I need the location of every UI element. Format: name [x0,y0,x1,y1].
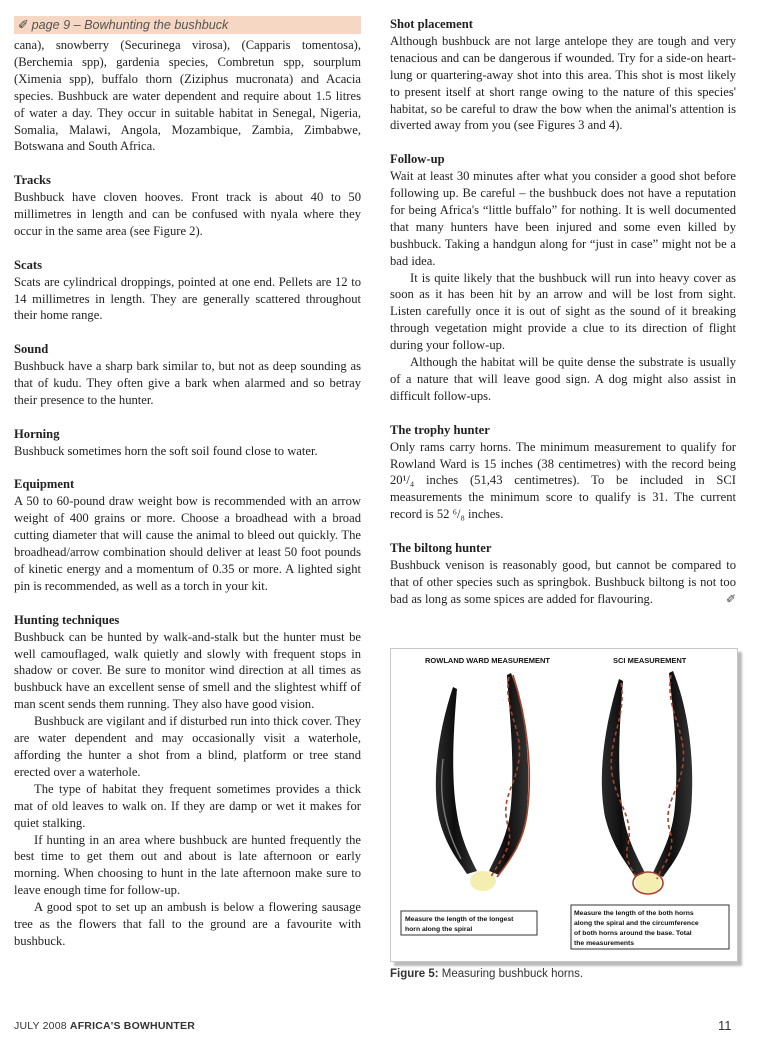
biltong-text [390,557,736,608]
trophy-text: Only rams carry horns. The minimum measurement to qualify for Rowland Ward is 15 inches (38 centimetres) with the record being 20¹/₄ inches (51,43 centimetres). To be included in SCI measurements the minimum score to qualify is 31. The current record is 52 ⁶/₈ inches. [390,439,736,522]
archer-end-icon: ✐ [725,591,736,606]
horning-heading: Horning [14,426,60,441]
hunting-p2: Bushbuck are vigilant and if disturbed run into thick cover. They are water dependent and may occasionally visit a waterhole, affording the hunter a shot from a blind, platform or tree stand erected over a waterhole. [14,714,361,779]
figure-caption [390,968,583,980]
scats-heading: Scats [14,257,42,272]
tracks-text: Bushbuck have cloven hooves. Front track is about 40 to 50 millimetres in length and can be confused with nyala where they occur in the same area (see Figure 2). [14,190,361,238]
footer-date: JULY 2008 [14,1020,70,1032]
hunting-p1: Bushbuck can be hunted by walk-and-stalk but the hunter must be well camouflaged, walk quietly and slowly with frequent stops in shadow or cover. Be sure to monitor wind direction at all times as bushbuck have an excellent sense of smell and the slightest whiff of man scent sends them running. They also have good vision. [14,629,361,712]
biltong-heading: The biltong hunter [390,541,492,556]
intro-paragraph: cana), snowberry (Securinega virosa), (Capparis tomentosa), (Berchemia spp), gardenia species, Combretun spp, sourplum (Ximenia spp), buffalo thorn (Ziziphus mucronata) and Acacia species. Bushbuck are water dependent and require about 1.5 litres of water a day. They occur in suitable habitat in Senegal, Nigeria, Somalia, Malawi, Angola, Mozambique, Zambia, Zimbabwe, Botswana and South Africa. [14,38,361,154]
figure-label-rowland-ward: ROWLAND WARD MEASUREMENT [425,656,550,665]
rowland-ward-horns [436,673,529,891]
sound-text: Bushbuck have a sharp bark similar to, but not as deep sounding as that of kudu. They often give a bark when alarmed and so betray their presence to the hunter. [14,359,361,407]
hunting-p4: If hunting in an area where bushbuck are hunted frequently the best time to get them out and about is late afternoon or early morning. When choosing to hunt in the late afternoon make sure to leave enough time for follow-up. [14,832,361,898]
left-column [14,16,361,950]
hunting-p3: The type of habitat they frequent sometimes provides a thick mat of old leaves to walk on. If they are damp or wet it makes for quiet stalking. [14,781,361,830]
figure-horn-measurement [390,648,738,962]
figure-caption-label: Figure 5: [390,968,439,980]
box-left-line-1: Measure the length of the longest [405,916,514,923]
footer-issue [14,1020,195,1032]
followup-heading: Follow-up [390,152,445,167]
rowland-ward-instruction-box [401,911,537,935]
hunting-heading: Hunting techniques [14,612,120,627]
equipment-heading: Equipment [14,477,75,492]
box-right-line-4: the measurements [574,940,635,947]
page-number: 11 [718,1018,732,1033]
biltong-text-body: Bushbuck venison is reasonably good, but cannot be compared to that of other species such as springbok. Bushbuck biltong is not too bad as long as some spices are added for flavouring. [390,557,736,606]
figure-label-sci: SCI MEASUREMENT [613,656,687,665]
box-right-line-3: of both horns around the base. Total [574,930,692,937]
box-right-line-1: Measure the length of the both horns [574,910,694,917]
equipment-text: A 50 to 60-pound draw weight bow is recommended with an arrow weight of 400 grains or more. Choose a broadhead with a broad cutting diameter that will cause the animal to bleed out quickly. The broadhead/arrow combination should deliver at least 50 foot pounds of kinetic energy and a momentum of 0.35 or more. A lighted sight pin is recommended, as well as a torch in your kit. [14,494,361,593]
trophy-heading: The trophy hunter [390,422,490,437]
sound-heading: Sound [14,342,49,357]
followup-p1: Wait at least 30 minutes after what you consider a good shot before following up. Be careful – the bushbuck does not have a reputation for being Africa's “little buffalo” for nothing. It is well documented that many hunters have been injured and some even killed by bushbuck. Taking a handgun along for “just in case” might not be a bad idea. [390,169,736,268]
sci-horns [602,671,692,894]
horning-text: Bushbuck sometimes horn the soft soil found close to water. [14,443,318,458]
followup-p2: It is quite likely that the bushbuck will run into heavy cover as soon as it has been hit by an arrow and will be lost from sight. Listen carefully once it is out of sight as the sound of it breaking through vegetation might provide a clue to its direction of flight during your follow-up. [390,270,736,353]
box-right-line-2: along the spiral and the circumference [574,920,699,927]
right-horn-b [653,671,692,877]
horn-diagram [391,649,737,961]
followup-p3: Although the habitat will be quite dense the substrate is usually of a nature that will leave good sign. A dog might also assist in difficult follow-ups. [390,355,736,403]
hunting-p5: A good spot to set up an ambush is below a flowering sausage tree as the flowers that fall to the ground are a favourite with bushbuck. [14,900,361,948]
footer-magazine: AFRICA'S BOWHUNTER [69,1020,195,1032]
page-header-tab [14,16,361,34]
scats-text: Scats are cylindrical droppings, pointed at one end. Pellets are 12 to 14 millimetres in length. They are generally scattered throughout their home range. [14,274,361,323]
right-horn-a [602,679,645,877]
right-column [390,16,736,608]
box-left-line-2: horn along the spiral [405,926,473,933]
shot-heading: Shot placement [390,17,473,31]
figure-caption-text: Measuring bushbuck horns. [438,968,584,980]
right-horn-base [635,873,661,893]
archer-icon: ✐ [18,18,29,32]
header-tab-label: page 9 – Bowhunting the bushbuck [31,18,229,32]
shot-text: Although bushbuck are not large antelope they are tough and very tenacious and can be dangerous if wounded. Try for a side-on heart-lung or quartering-away shot into this area. This shot is most likely to present itself at short range owing to the nature of this species' habitat, so be careful to draw the bow when the animal's attention is diverted away from you (see Figures 3 and 4). [390,33,736,133]
tracks-heading: Tracks [14,173,51,188]
sci-instruction-box [571,905,729,949]
